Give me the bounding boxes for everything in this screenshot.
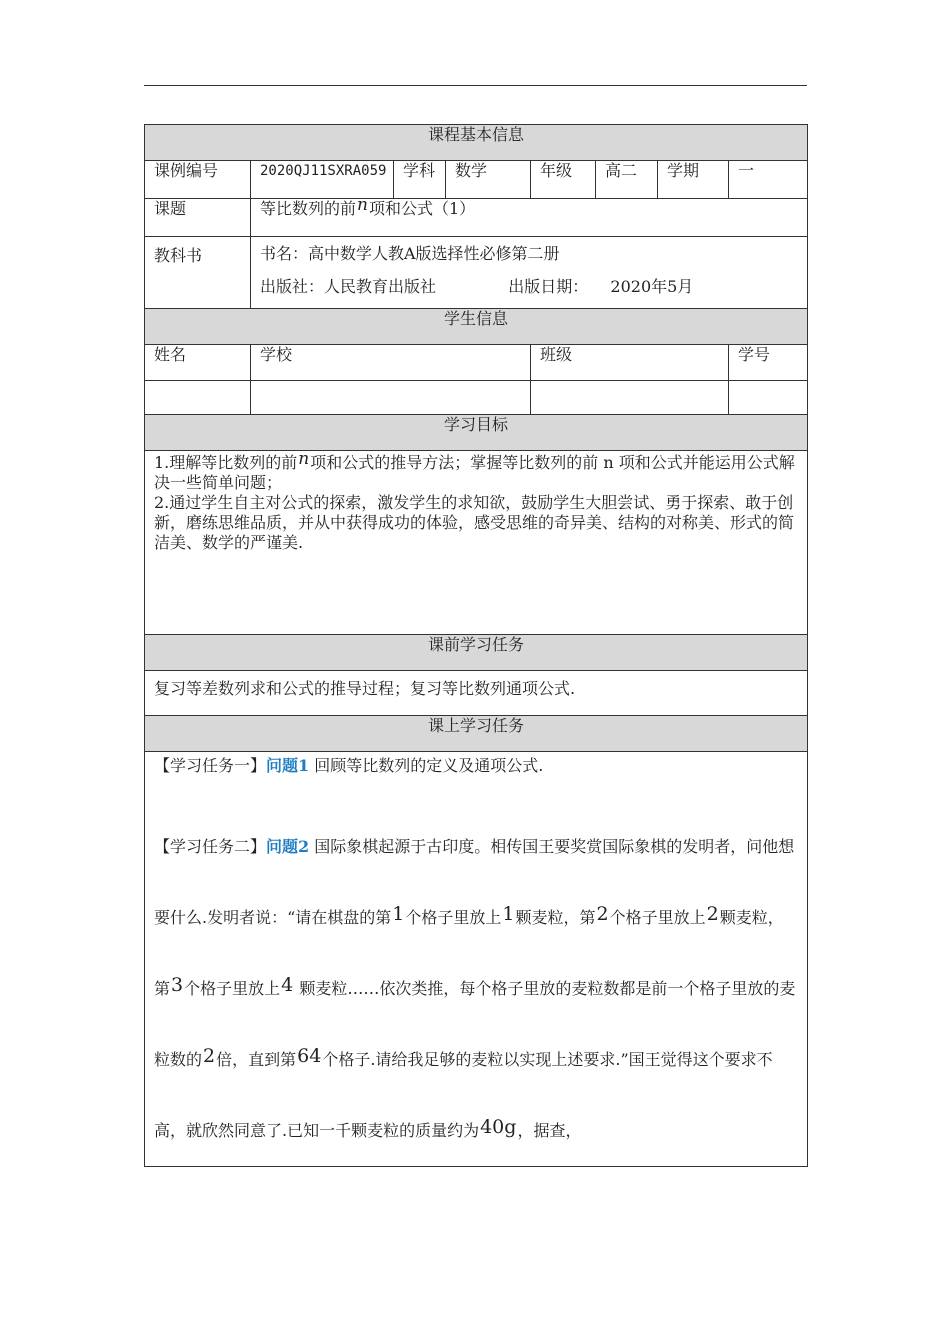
in-class-content [145,752,808,1167]
term-value: 一 [729,161,808,199]
in-class-title: 课上学习任务 [145,716,808,752]
task-2-text-4: 个格子里放上 [609,908,706,927]
student-input-row [145,381,808,415]
textbook-label: 教科书 [145,237,251,309]
num-6: 4 [281,974,294,996]
topic-label: 课题 [145,199,251,237]
pre-class-text: 复习等差数列求和公式的推导过程；复习等比数列通项公式. [145,671,808,716]
num-4: 2 [706,903,719,925]
textbook-info [251,237,808,309]
goals-header-row [145,415,808,451]
student-label-row [145,345,808,381]
task-1-tag: 【学习任务一】 [154,756,267,775]
num-9: 40g [480,1116,517,1138]
num-2: 1 [502,903,515,925]
pre-class-row [145,671,808,716]
term-label: 学期 [658,161,729,199]
task-1-question: 问题1 [266,756,310,775]
task-1 [154,756,798,776]
school-field[interactable] [251,381,531,415]
grade-label: 年级 [531,161,596,199]
num-7: 2 [203,1045,216,1067]
grade-value: 高二 [596,161,658,199]
class-field[interactable] [531,381,729,415]
school-label: 学校 [251,345,531,381]
subject-label: 学科 [394,161,446,199]
pub-date-label: 出版日期： [508,277,589,296]
goal-1-post: 项和公式的推导方法；掌握等比数列的前 n 项和公式并能运用公式解决一些简单问题； [154,453,795,492]
student-id-label: 学号 [729,345,808,381]
num-1: 1 [392,903,405,925]
goals-row [145,451,808,635]
publisher-line [260,270,798,303]
pub-date: 2020年5月 [610,277,694,296]
task-2-tag: 【学习任务二】 [154,837,267,856]
pre-class-header-row [145,635,808,671]
goal-2: 2.通过学生自主对公式的探索，激发学生的求知欲，鼓励学生大胆尝试、勇于探索、敢于创新，磨练思维品质，并从中获得成功的体验，感受思维的奇异美、结构的对称美、形式的简洁美、数学的严谨美. [154,493,795,552]
topic-text-pre: 等比数列的前 [260,199,357,218]
num-5: 3 [171,974,184,996]
name-field[interactable] [145,381,251,415]
task-2-question: 问题2 [266,837,310,856]
task-2-text-3: 颗麦粒，第 [515,908,596,927]
task-1-text: 回顾等比数列的定义及通项公式. [314,756,544,775]
num-3: 2 [596,903,609,925]
case-no-value: 2020QJ11SXRA059 [251,161,394,199]
case-no-label: 课例编号 [145,161,251,199]
in-class-row [145,752,808,1167]
textbook-row [145,237,808,309]
topic-var-n: n [357,195,368,215]
course-info-title: 课程基本信息 [145,125,808,161]
goal-1 [154,449,798,493]
task-2-text-2: 个格子里放上 [405,908,502,927]
goals-content [145,451,808,635]
student-id-field[interactable] [729,381,808,415]
course-info-header-row [145,125,808,161]
topic-text-post: 项和公式（1） [368,199,476,218]
task-2-text-8: 倍，直到第 [216,1050,297,1069]
student-info-header-row [145,309,808,345]
subject-value: 数学 [446,161,531,199]
course-meta-row [145,161,808,199]
header-rule [144,85,807,86]
topic-row [145,199,808,237]
task-2-text-7: 颗麦粒……依次类推，每个格子里放的麦粒数都是前一个格子里放的麦粒数的 [154,979,796,1069]
goal-1-pre: 1.理解等比数列的前 [154,453,298,472]
task-2-text-5: 颗麦粒，第 [154,908,784,998]
name-label: 姓名 [145,345,251,381]
goals-title: 学习目标 [145,415,808,451]
task-2-text-10: ，据查， [517,1121,582,1140]
num-8: 64 [297,1045,322,1067]
topic-value [251,195,808,237]
task-2 [154,811,798,1166]
student-info-title: 学生信息 [145,309,808,345]
class-label: 班级 [531,345,729,381]
textbook-name: 书名：高中数学人教A版选择性必修第二册 [260,244,560,263]
pre-class-title: 课前学习任务 [145,635,808,671]
task-2-text-6: 个格子里放上 [184,979,281,998]
in-class-header-row [145,716,808,752]
lesson-table [144,124,808,1167]
publisher: 出版社：人民教育出版社 [260,277,437,296]
task-2-text-9: 个格子.请给我足够的麦粒以实现上述要求.”国王觉得这个要求不高，就欣然同意了.已知一千颗麦粒的质量约为 [154,1050,773,1140]
task-2-text-1: 国际象棋起源于古印度。相传国王要奖赏国际象棋的发明者，问他想要什么.发明者说：“请在棋盘的第 [154,837,795,927]
goal-1-var-n: n [298,449,310,469]
